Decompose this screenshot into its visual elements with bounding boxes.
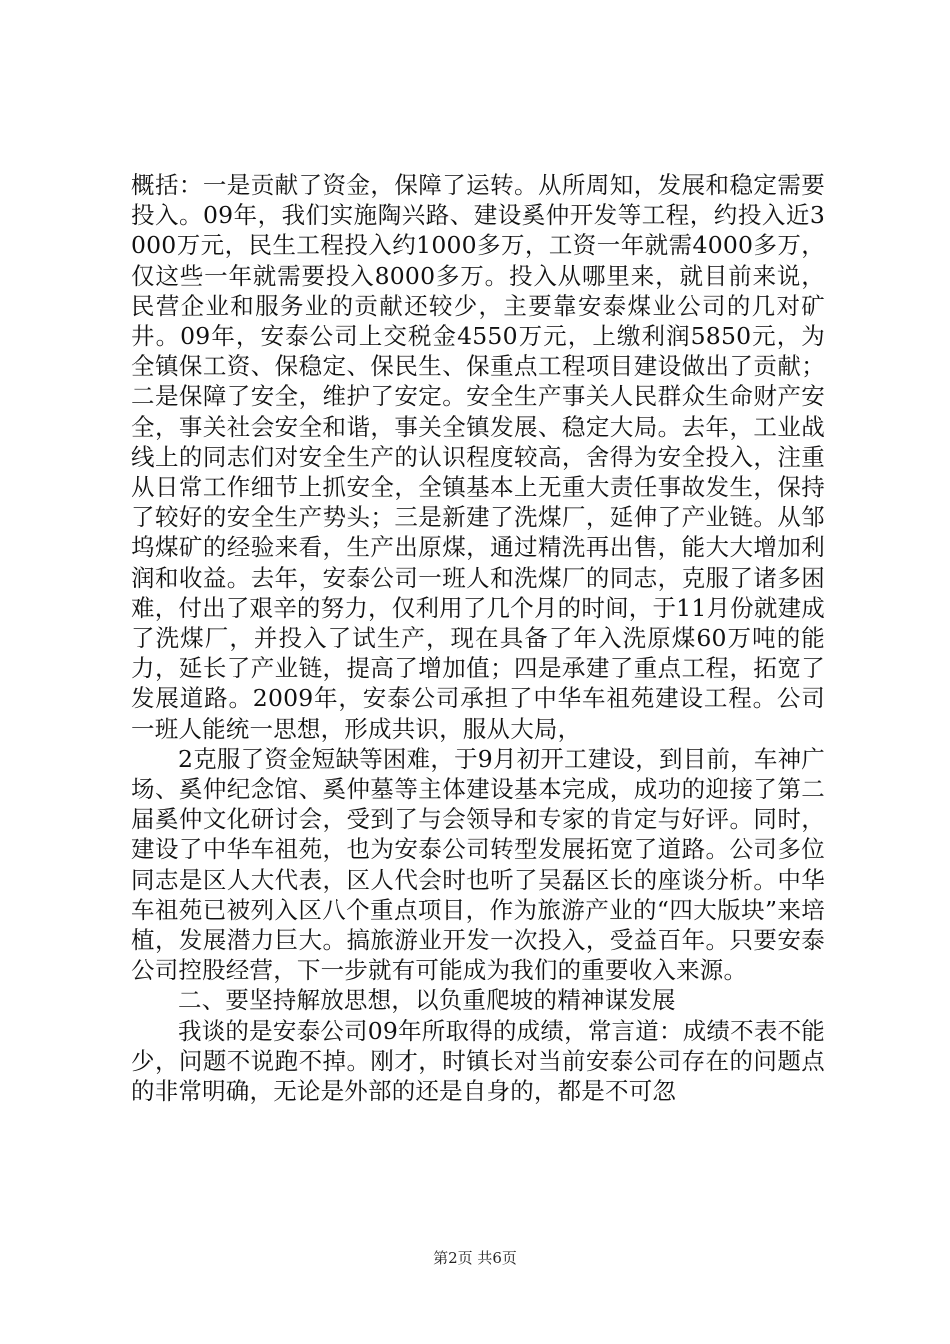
paragraph-chezu-garden: 2克服了资金短缺等困难，于9月初开工建设，到目前，车神广场、奚仲纪念馆、奚仲墓等主体建设基本完成，成功的迎接了第二届奚仲文化研讨会，受到了与会领导和专家的肯定与好评。同时，建设了中华车祖苑，也为安泰公司转型发展拓宽了道路。公司多位同志是区人大代表，区人代会时也听了吴磊区长的座谈分析。中华车祖苑已被列入区八个重点项目，作为旅游产业的“四大版块”来培植，发展潜力巨大。搞旅游业开发一次投入，受益百年。只要安泰公司控股经营，下一步就有可能成为我们的重要收入来源。: [131, 744, 825, 985]
document-body: [131, 170, 825, 1106]
page-number-footer: 第2页 共6页: [433, 1249, 517, 1267]
paragraph-problems-intro: 我谈的是安泰公司09年所取得的成绩，常言道：成绩不表不能少，问题不说跑不掉。刚才，时镇长对当前安泰公司存在的问题点的非常明确，无论是外部的还是自身的，都是不可忽: [131, 1016, 825, 1106]
paragraph-achievements-summary: 概括：一是贡献了资金，保障了运转。从所周知，发展和稳定需要投入。09年，我们实施陶兴路、建设奚仲开发等工程，约投入近3000万元，民生工程投入约1000多万，工资一年就需4000多万，仅这些一年就需要投入8000多万。投入从哪里来，就目前来说，民营企业和服务业的贡献还较少，主要靠安泰煤业公司的几对矿井。09年，安泰公司上交税金4550万元，上缴利润5850元，为全镇保工资、保稳定、保民生、保重点工程项目建设做出了贡献；二是保障了安全，维护了安定。安全生产事关人民群众生命财产安全，事关社会安全和谐，事关全镇发展、稳定大局。去年，工业战线上的同志们对安全生产的认识程度较高，舍得为安全投入，注重从日常工作细节上抓安全，全镇基本上无重大责任事故发生，保持了较好的安全生产势头；三是新建了洗煤厂，延伸了产业链。从邹坞煤矿的经验来看，生产出原煤，通过精洗再出售，能大大增加利润和收益。去年，安泰公司一班人和洗煤厂的同志，克服了诸多困难，付出了艰辛的努力，仅利用了几个月的时间，于11月份就建成了洗煤厂，并投入了试生产，现在具备了年入洗原煤60万吨的能力，延长了产业链，提高了增加值；四是承建了重点工程，拓宽了发展道路。2009年，安泰公司承担了中华车祖苑建设工程。公司一班人能统一思想，形成共识，服从大局，: [131, 171, 825, 743]
section-heading-emancipate-mind: 二、要坚持解放思想，以负重爬坡的精神谋发展: [178, 986, 676, 1015]
